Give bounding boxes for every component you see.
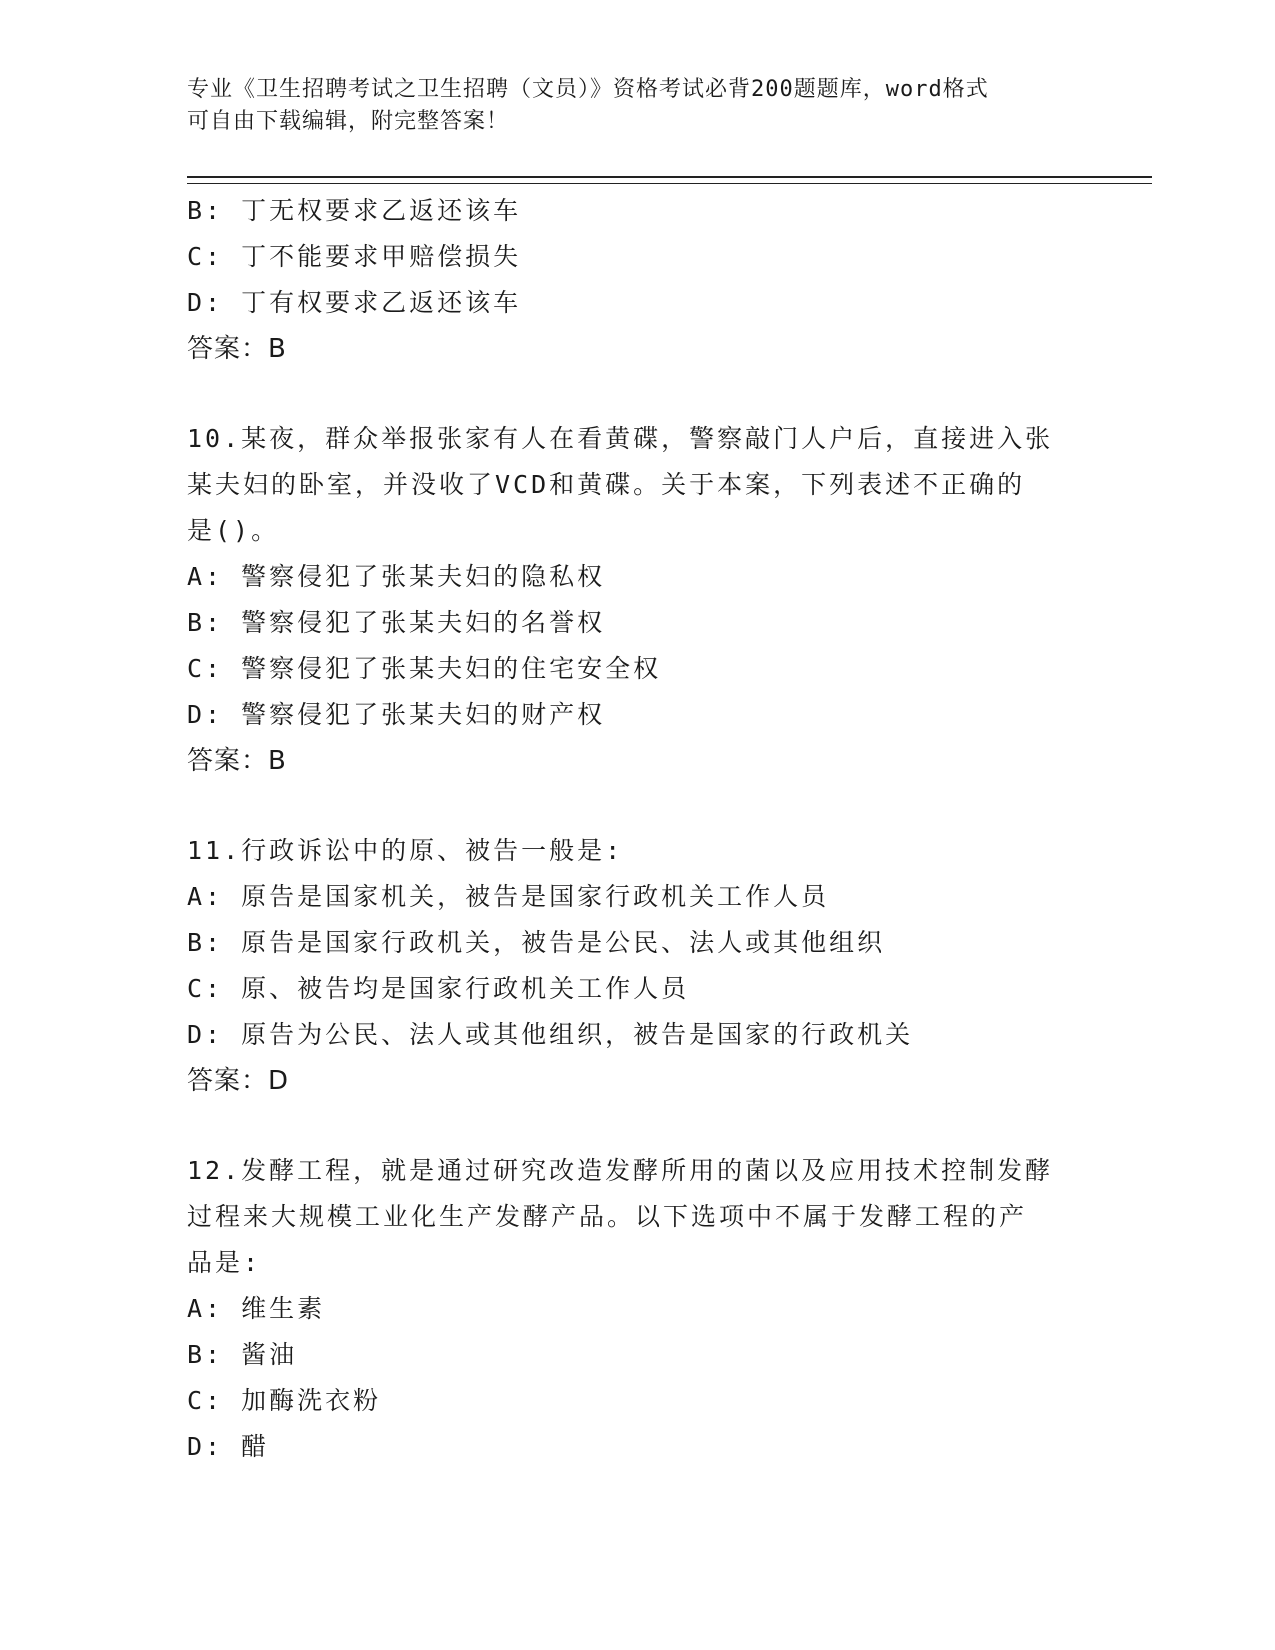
option-b: B: 原告是国家行政机关，被告是公民、法人或其他组织 xyxy=(187,928,886,957)
question-text xyxy=(187,1148,1067,1286)
question-text-line: 过程来大规模工业化生产发酵产品。以下选项中不属于发酵工程的产 xyxy=(187,1202,1028,1231)
question-text-line: 品是: xyxy=(187,1248,262,1277)
header-line-2: 可自由下载编辑，附完整答案！ xyxy=(187,109,510,134)
document-header xyxy=(187,74,1067,138)
option-d: D: 警察侵犯了张某夫妇的财产权 xyxy=(187,700,606,729)
option-b: B: 警察侵犯了张某夫妇的名誉权 xyxy=(187,608,606,637)
question-9-continued xyxy=(187,188,1067,372)
option-c: C: 丁不能要求甲赔偿损失 xyxy=(187,242,522,271)
question-10 xyxy=(187,416,1067,784)
question-11 xyxy=(187,828,1067,1104)
option-d: D: 丁有权要求乙返还该车 xyxy=(187,288,522,317)
question-text xyxy=(187,416,1067,554)
option-b: B: 丁无权要求乙返还该车 xyxy=(187,196,522,225)
question-text-line: 某夫妇的卧室，并没收了VCD和黄碟。关于本案，下列表述不正确的 xyxy=(187,470,1026,499)
answer-line: 答案：D xyxy=(187,1066,290,1096)
option-c: C: 原、被告均是国家行政机关工作人员 xyxy=(187,974,690,1003)
question-text-line: 12.发酵工程，就是通过研究改造发酵所用的菌以及应用技术控制发酵 xyxy=(187,1156,1054,1185)
answer-line: 答案：B xyxy=(187,334,287,364)
option-c: C: 警察侵犯了张某夫妇的住宅安全权 xyxy=(187,654,662,683)
answer-line: 答案：B xyxy=(187,746,287,776)
question-12 xyxy=(187,1148,1067,1470)
option-a: A: 警察侵犯了张某夫妇的隐私权 xyxy=(187,562,606,591)
header-divider xyxy=(187,176,1152,184)
question-text xyxy=(187,828,1067,874)
option-c: C: 加酶洗衣粉 xyxy=(187,1386,382,1415)
question-text-line: 是()。 xyxy=(187,516,280,545)
document-body xyxy=(187,188,1067,1470)
option-a: A: 维生素 xyxy=(187,1294,326,1323)
option-d: D: 原告为公民、法人或其他组织，被告是国家的行政机关 xyxy=(187,1020,914,1049)
header-line-1: 专业《卫生招聘考试之卫生招聘（文员）》资格考试必背200题题库，word格式 xyxy=(187,77,989,102)
option-a: A: 原告是国家机关，被告是国家行政机关工作人员 xyxy=(187,882,830,911)
question-text-line: 10.某夜，群众举报张家有人在看黄碟，警察敲门人户后，直接进入张 xyxy=(187,424,1054,453)
question-text-line: 11.行政诉讼中的原、被告一般是: xyxy=(187,836,624,865)
option-b: B: 酱油 xyxy=(187,1340,298,1369)
option-d: D: 醋 xyxy=(187,1432,270,1461)
